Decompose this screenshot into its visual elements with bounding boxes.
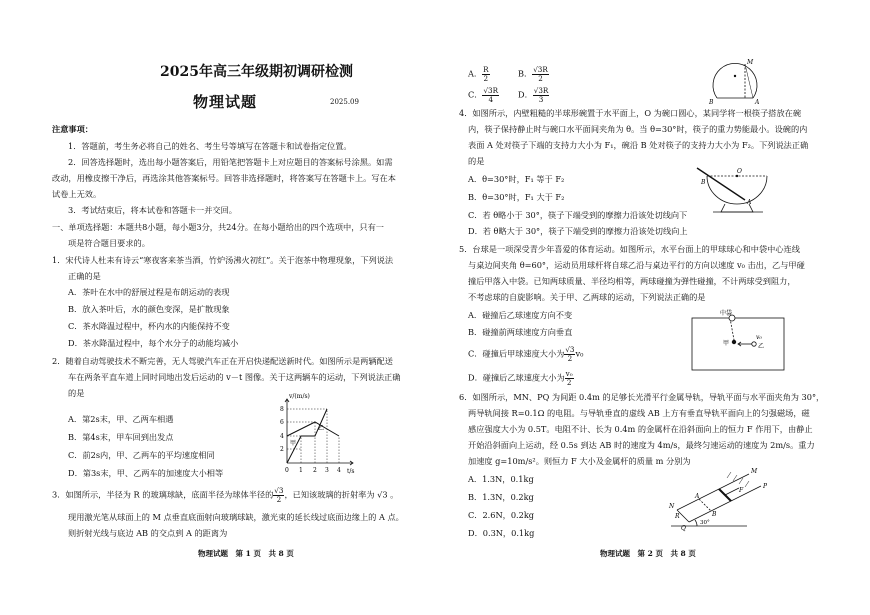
section-heading-cont: 项是符合题目要求的。 (68, 238, 150, 248)
q4-option-b: B．θ=30°时，F₁ 大于 F₂ (468, 192, 565, 202)
line-yi (287, 422, 339, 436)
q6-option-a: A．1.3N，0.1kg (468, 474, 534, 484)
label-r: R (675, 513, 680, 520)
x-tick: 4 (337, 467, 341, 474)
exam-title: 2025年高三年级期初调研检测 (160, 64, 353, 80)
x-tick: 1 (299, 467, 303, 474)
x-tick: 0 (285, 467, 289, 474)
q4-stem: 的是 (468, 156, 485, 166)
q6-option-b: B．1.3N，0.2kg (468, 492, 534, 502)
q5-option-a: A．碰撞后乙球速度方向不变 (468, 310, 573, 320)
label-p: P (763, 483, 768, 490)
subject-title: 物理试题 (193, 93, 258, 111)
line-label-jia: 甲 (290, 440, 297, 447)
q4-stem: 内，筷子保持静止时与碗口水平面间夹角为 θ。当 θ=30°时，筷子的重力势能最小。设碗的内 (468, 124, 808, 134)
q5-option-d: D．碰撞后乙球速度大小为 $\frac{\text{v₀}}{2}$ (468, 369, 573, 387)
section-heading: 一、单项选择题：本题共8小题，每小题3分，共24分。在每小题给出的四个选项中，只有一 (52, 222, 384, 232)
label-a: A (695, 493, 700, 500)
q5-stem: 5．台球是一项深受青少年喜爱的体育运动。如图所示，水平台面上的甲球球心和中袋中心连线 (459, 244, 800, 254)
notice-line: 2．回答选择题时，选出每小题答案后，用铅笔把答题卡上对应题目的答案标号涂黑。如需 (68, 157, 393, 167)
point-o-label: O (737, 168, 742, 175)
q6-stem: 两导轨间接 R=0.1Ω 的电阻。与导轨垂直的虚线 AB 上方有垂直导轨平面向上的匀强磁场，磁 (468, 408, 810, 418)
ball-jia (732, 340, 736, 344)
q5-stem: 不考虑球的自旋影响。关于甲、乙两球的运动，下列说法正确的是 (468, 292, 706, 302)
q3-stem: 现用激光笔从球面上的 M 点垂直底面射向玻璃球缺，激光束的延长线过底面边缘上的 A 点。 (68, 512, 404, 522)
y-tick: 8 (280, 406, 284, 413)
point-b-label: B (701, 179, 706, 186)
q3-stem: 3．如图所示，半径为 R 的玻璃球缺，底面半径为球体半径的 $\frac{√3}{2}$ ，已知该玻璃的折射率为 √3 。 (52, 486, 399, 504)
q2-stem: 车在两条平直车道上同时同地出发后运动的 v－t 图像。关于这两辆车的运动，下列说法正确 (68, 372, 401, 382)
q6-stem: 感应强度大小为 0.5T。电阻不计、长为 0.4m 的金属杆在沿斜面向上的恒力 F 作用下，由静止 (468, 424, 813, 434)
point-a-label: A (755, 99, 760, 106)
q5-figure (690, 310, 788, 372)
q4-option-d: D．若 θ略大于 30°，筷子下端受到的摩擦力沿该处切线向上 (468, 226, 688, 236)
q2-option-a: A．第2s末，甲、乙两车相遇 (68, 414, 174, 424)
label-q: Q (681, 525, 686, 532)
q3-option-d: D． $\frac{√3R}{3}$ (518, 86, 549, 104)
q6-figure (667, 460, 777, 530)
q1-option-a: A．茶叶在水中的舒展过程是布朗运动的表现 (68, 287, 230, 297)
label-n: N (669, 503, 675, 510)
exam-date: 2025.09 (330, 98, 359, 106)
label-m: M (751, 468, 758, 475)
q2-option-b: B．第4s末，甲车回到出发点 (68, 432, 174, 442)
label-angle: 30° (700, 520, 710, 526)
q1-stem: 1．宋代诗人杜耒有诗云“寒夜客来茶当酒，竹炉汤沸火初红”。关于泡茶中物理现象，下列说法 (52, 255, 394, 265)
pocket-label: 中袋 (720, 310, 733, 317)
notice-heading: 注意事项： (52, 124, 93, 134)
q6-stem: 加速度 g=10m/s²。则恒力 F 大小及金属杆的质量 m 分别为 (468, 456, 691, 466)
y-tick: 4 (280, 433, 284, 440)
q2-option-d: D．第3s末，甲、乙两车的加速度大小相等 (68, 468, 224, 478)
graph-xlabel: t/s (347, 468, 355, 475)
y-tick: 2 (280, 446, 284, 453)
boundary-ab (699, 499, 711, 511)
q1-option-b: B．放入茶叶后，水的颜色变深，是扩散现象 (68, 304, 230, 314)
q5-stem: 撞后甲落入中袋。已知两球质量、半径均相等，两球碰撞为弹性碰撞，不计两球受到阻力， (468, 276, 796, 286)
exam-page-2 (435, 0, 870, 615)
q3-stem: 则折射光线与底边 AB 的交点到 A 的距离为 (68, 528, 228, 538)
q4-stem: 表面 A 处对筷子下端的支持力大小为 F₁，碗沿 B 处对筷子的支持力大小为 F₂。下列说法正确 (468, 140, 809, 150)
sphere-arc (713, 63, 757, 98)
point-b-label: B (709, 99, 714, 106)
q2-option-c: C．前2s内，甲、乙两车的平均速度相同 (68, 450, 215, 460)
y-tick: 6 (280, 419, 284, 426)
point-m-label: M (747, 59, 754, 66)
q1-stem: 正确的是 (68, 271, 101, 281)
q3-figure (707, 56, 767, 106)
line-label-yi: 乙 (318, 425, 325, 432)
q5-option-b: B．碰撞前两球速度方向垂直 (468, 327, 573, 337)
ball-yi (752, 342, 756, 346)
q3-fraction: $\frac{√3}{2}$ (274, 486, 284, 504)
q5-option-c: C．碰撞后甲球速度大小为 $\frac{√3}{2}$ v₀ (468, 345, 584, 363)
q4-stem: 4．如图所示，内壁粗糙的半球形碗置于水平面上，O 为碗口圆心，某同学将一根筷子搭放在碗 (459, 108, 802, 118)
q1-option-c: C．茶水降温过程中，杯内水的内能保持不变 (68, 321, 230, 331)
q3-option-a: A． $\frac{R}{2}$ (468, 65, 489, 83)
point-a-label: A (747, 199, 752, 206)
angle-arc (695, 520, 697, 526)
q1-option-d: D．茶水降温过程中，每个水分子的动能均减小 (68, 338, 239, 348)
q5-stem: 与桌边间夹角 θ=60°，运动员用球杆将自球乙沿与桌边平行的方向以速度 v₀ 击出，乙与甲碰 (468, 260, 805, 270)
x-tick: 3 (325, 467, 329, 474)
notice-line: 试卷上无效。 (52, 189, 102, 199)
q2-stem: 2．随着自动驾驶技术不断完善，无人驾驶汽车正在开启快递配送新时代。如图所示是两辆配送 (52, 356, 393, 366)
notice-line: 改动，用橡皮擦干净后，再选涂其他答案标号。回答非选择题时，将答案写在答题卡上。写在本 (52, 173, 396, 183)
notice-line: 1．答题前，考生务必将自己的姓名、考生号等填写在答题卡和试卷指定位置。 (68, 141, 352, 151)
page-footer: 物理试题 第 2 页 共 8 页 (600, 549, 696, 558)
ball-yi-label: 乙 (758, 343, 765, 350)
ball-jia-label: 甲 (723, 340, 730, 347)
rail-pq (689, 486, 761, 522)
q6-option-d: D．0.3N，0.1kg (468, 528, 535, 538)
q4-option-a: A．θ=30°时，F₁ 等于 F₂ (468, 174, 565, 184)
x-tick: 2 (313, 467, 317, 474)
graph-ylabel: v/(m/s) (289, 393, 310, 400)
q2-stem: 的是 (68, 388, 85, 398)
q6-stem: 开始沿斜面向上运动，经 0.5s 到达 AB 时的速度为 4m/s，最终匀速运动的速度为 2m/s。重力 (468, 440, 815, 450)
q6-option-c: C．2.6N，0.2kg (468, 510, 535, 520)
vt-graph (275, 395, 355, 475)
q3-option-b: B． $\frac{√3R}{2}$ (518, 65, 548, 83)
v0-label: v₀ (756, 334, 762, 341)
q4-option-c: C．若 θ略小于 30°，筷子下端受到的摩擦力沿该处切线向下 (468, 210, 688, 220)
q6-stem: 6．如图所示，MN、PQ 为间距 0.4m 的足够长光滑平行金属导轨，导轨平面与水平面夹角为 30°， (459, 392, 825, 402)
notice-line: 3．考试结束后，将本试卷和答题卡一并交回。 (68, 205, 237, 215)
page-footer: 物理试题 第 1 页 共 8 页 (198, 549, 294, 558)
label-b: B (712, 511, 717, 518)
q3-option-c: C． $\frac{√3R}{4}$ (468, 86, 499, 104)
q4-figure (693, 162, 783, 214)
force-arrow (725, 488, 739, 495)
label-f: F (739, 487, 744, 494)
